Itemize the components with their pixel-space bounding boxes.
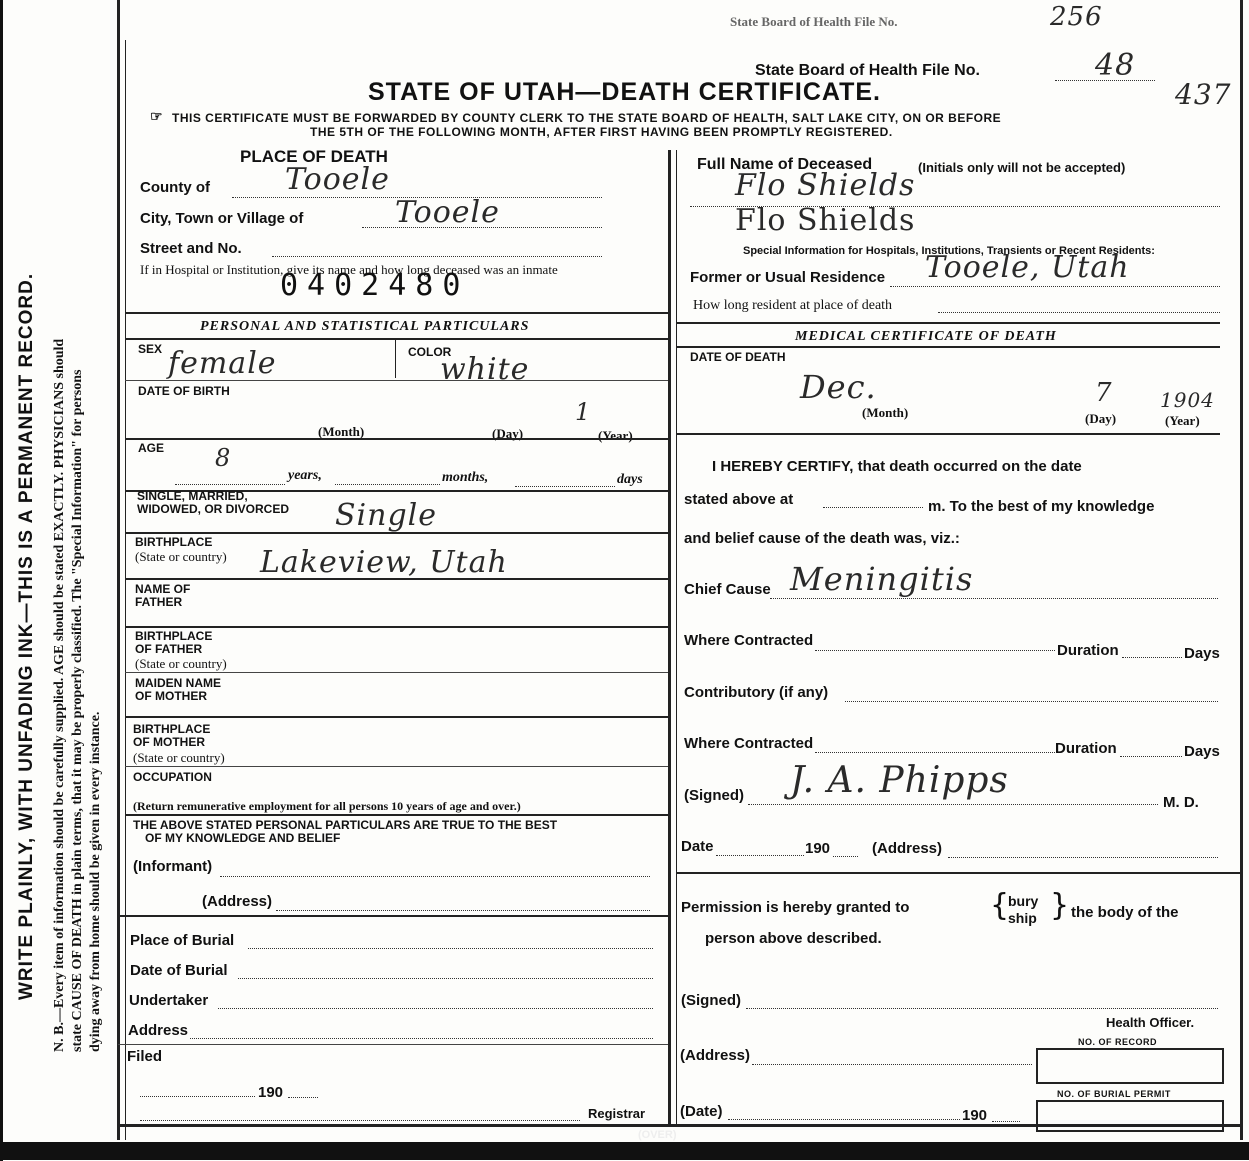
burial-permit-label: NO. OF BURIAL PERMIT — [1057, 1089, 1171, 1099]
name-note: (Initials only will not be accepted) — [918, 160, 1126, 175]
days-label-2: Days — [1184, 743, 1220, 760]
color-value: white — [440, 352, 530, 387]
medical-address-label: (Address) — [872, 840, 943, 857]
health-officer-label: Health Officer. — [1106, 1015, 1195, 1030]
file-number-label: State Board of Health File No. — [755, 62, 980, 79]
marital-label-2: WIDOWED, OR DIVORCED — [137, 502, 289, 516]
marital-value: Single — [335, 498, 438, 533]
county-value: Tooele — [285, 162, 390, 197]
write-plainly-banner: WRITE PLAINLY, WITH UNFADING INK—THIS IS A PERMANENT RECORD. — [16, 272, 37, 1000]
death-day-value: 7 — [1095, 378, 1113, 408]
medical-heading: MEDICAL CERTIFICATE OF DEATH — [795, 329, 1057, 344]
record-number-label: NO. OF RECORD — [1078, 1037, 1158, 1047]
death-day-label: (Day) — [1085, 411, 1117, 426]
permission-text-2: the body of the — [1071, 904, 1179, 921]
over-label: (OVER) — [638, 1129, 677, 1141]
date-of-burial-label: Date of Burial — [130, 962, 228, 979]
chief-cause-value: Meningitis — [790, 560, 974, 598]
mother-bp-note: (State or country) — [133, 750, 225, 765]
death-year-label: (Year) — [1165, 413, 1200, 428]
date-of-death-label: DATE OF DEATH — [690, 350, 786, 364]
informant-address-label: (Address) — [202, 893, 273, 910]
mother-bp-label-2: OF MOTHER — [133, 735, 205, 749]
sex-value: female — [168, 346, 277, 381]
filed-year-prefix: 190 — [258, 1084, 284, 1101]
dob-year-label: (Year) — [598, 428, 633, 443]
chief-cause-label: Chief Cause — [684, 581, 771, 598]
corner-number: 437 — [1175, 78, 1232, 111]
undertaker-address-label: Address — [128, 1022, 189, 1039]
birthplace-value: Lakeview, Utah — [260, 545, 508, 580]
personal-heading: PERSONAL AND STATISTICAL PARTICULARS — [200, 319, 530, 334]
father-bp-label-1: BIRTHPLACE — [135, 629, 213, 643]
right-brace: } — [1050, 888, 1070, 923]
md-label: M. D. — [1163, 794, 1199, 811]
dob-label: DATE OF BIRTH — [138, 384, 230, 398]
birthplace-label: BIRTHPLACE — [135, 535, 213, 549]
right-border — [1240, 0, 1243, 1140]
sex-label: SEX — [138, 342, 163, 356]
registrar-label: Registrar — [588, 1106, 646, 1121]
nb-line-2: state CAUSE OF DEATH in plain terms, that it may be properly classified. The "Special Information" for persons — [70, 369, 85, 1052]
notice-line-2: THE 5TH OF THE FOLLOWING MONTH, AFTER FIRST HAVING BEEN PROMPTLY REGISTERED. — [310, 125, 893, 139]
center-divider — [668, 150, 671, 1125]
medical-year-prefix: 190 — [805, 840, 831, 857]
birthplace-note: (State or country) — [135, 549, 227, 564]
attest-line-2: OF MY KNOWLEDGE AND BELIEF — [145, 831, 341, 845]
nb-line-1: N. B.—Every item of information should be carefully supplied. AGE should be stated EXACTLY. PHYSICIANS should — [52, 338, 67, 1052]
death-month-value: Dec. — [800, 368, 877, 406]
contributory-label: Contributory (if any) — [684, 684, 829, 701]
residence-label: Former or Usual Residence — [690, 269, 886, 286]
bottom-shadow — [0, 1142, 1249, 1160]
place-of-burial-label: Place of Burial — [130, 932, 235, 949]
dob-day-label: (Day) — [492, 426, 524, 441]
age-value: 8 — [215, 444, 232, 472]
mother-label-2: OF MOTHER — [135, 689, 207, 703]
attest-line-1: THE ABOVE STATED PERSONAL PARTICULARS ARE TRUE TO THE BEST — [133, 818, 558, 832]
certificate-title: STATE OF UTAH—DEATH CERTIFICATE. — [368, 78, 881, 106]
name-label: Full Name of Deceased — [697, 156, 873, 173]
street-label: Street and No. — [140, 240, 242, 257]
permission-year-prefix: 190 — [962, 1107, 988, 1124]
notice-line-1: THIS CERTIFICATE MUST BE FORWARDED BY COUNTY CLERK TO THE STATE BOARD OF HEALTH, SALT LAKE CITY, ON OR BEFORE — [172, 111, 1002, 125]
officer-signed-label: (Signed) — [681, 992, 741, 1009]
signed-label: (Signed) — [684, 787, 744, 804]
death-year-value: 1904 — [1160, 388, 1215, 412]
name-value-script: Flo Shields — [735, 168, 916, 203]
ship-option: ship — [1008, 910, 1037, 926]
dob-year-value: 1 — [575, 398, 592, 426]
age-label: AGE — [138, 441, 165, 455]
burial-permit-box — [1036, 1100, 1224, 1132]
resident-label: How long resident at place of death — [693, 298, 893, 313]
father-bp-label-2: OF FATHER — [135, 642, 203, 656]
top-file-number: 256 — [1050, 2, 1103, 32]
nb-line-3: dying away from home should be given in every instance. — [88, 711, 103, 1052]
duration-label-2: Duration — [1055, 740, 1117, 757]
father-bp-note: (State or country) — [135, 656, 227, 671]
place-of-death-heading: PLACE OF DEATH — [240, 147, 388, 166]
where-contracted-label-2: Where Contracted — [684, 735, 814, 752]
permission-date-label: (Date) — [680, 1103, 723, 1120]
days-label: days — [617, 472, 643, 487]
physician-signature: J. A. Phipps — [790, 760, 1009, 801]
dob-month-label: (Month) — [318, 424, 365, 439]
years-label: years, — [288, 468, 322, 483]
file-number-value: 48 — [1095, 48, 1136, 83]
informant-label: (Informant) — [133, 858, 213, 875]
name-value-print: Flo Shields — [735, 203, 916, 238]
residence-value: Tooele, Utah — [925, 250, 1130, 285]
filed-label: Filed — [127, 1048, 163, 1065]
duration-label-1: Duration — [1057, 642, 1119, 659]
medical-date-label: Date — [681, 838, 714, 855]
father-label-2: FATHER — [135, 595, 183, 609]
left-border — [117, 0, 120, 1140]
where-contracted-label-1: Where Contracted — [684, 632, 814, 649]
hospital-label: If in Hospital or Institution, give its name and how long deceased was an inmate — [140, 262, 558, 277]
mother-bp-label-1: BIRTHPLACE — [133, 722, 211, 736]
days-label-1: Days — [1184, 645, 1220, 662]
left-brace: { — [990, 888, 1010, 923]
certify-line-3: and belief cause of the death was, viz.: — [684, 530, 960, 547]
undertaker-label: Undertaker — [129, 992, 209, 1009]
county-label: County of — [140, 179, 210, 196]
occupation-label: OCCUPATION — [133, 770, 212, 784]
city-label: City, Town or Village of — [140, 210, 304, 227]
special-info-label: Special Information for Hospitals, Institutions, Transients or Recent Residents: — [743, 245, 1155, 257]
left-border-inner — [125, 40, 126, 1140]
certify-line-2b: m. To the best of my knowledge — [928, 498, 1155, 515]
city-value: Tooele — [395, 195, 500, 230]
record-number-box — [1036, 1048, 1224, 1084]
marital-label-1: SINGLE, MARRIED, — [137, 489, 248, 503]
occupation-note: (Return remunerative employment for all persons 10 years of age and over.) — [133, 799, 521, 813]
officer-address-label: (Address) — [680, 1047, 751, 1064]
permission-text-1: Permission is hereby granted to — [681, 899, 910, 916]
certify-line-1: I HEREBY CERTIFY, that death occurred on the date — [712, 458, 1082, 475]
certify-line-2a: stated above at — [684, 491, 794, 508]
color-label: COLOR — [408, 345, 452, 359]
bury-option: bury — [1008, 893, 1039, 909]
death-month-label: (Month) — [862, 405, 909, 420]
stamp-number: 0402480 — [280, 268, 470, 303]
mother-label-1: MAIDEN NAME — [135, 676, 221, 690]
father-label-1: NAME OF — [135, 582, 191, 596]
center-divider-inner — [676, 150, 677, 1125]
left-edge — [0, 0, 3, 1161]
pointing-hand-icon: ☞ — [150, 108, 163, 124]
months-label: months, — [442, 470, 489, 485]
top-file-label: State Board of Health File No. — [730, 14, 898, 29]
permission-text-3: person above described. — [705, 930, 882, 947]
